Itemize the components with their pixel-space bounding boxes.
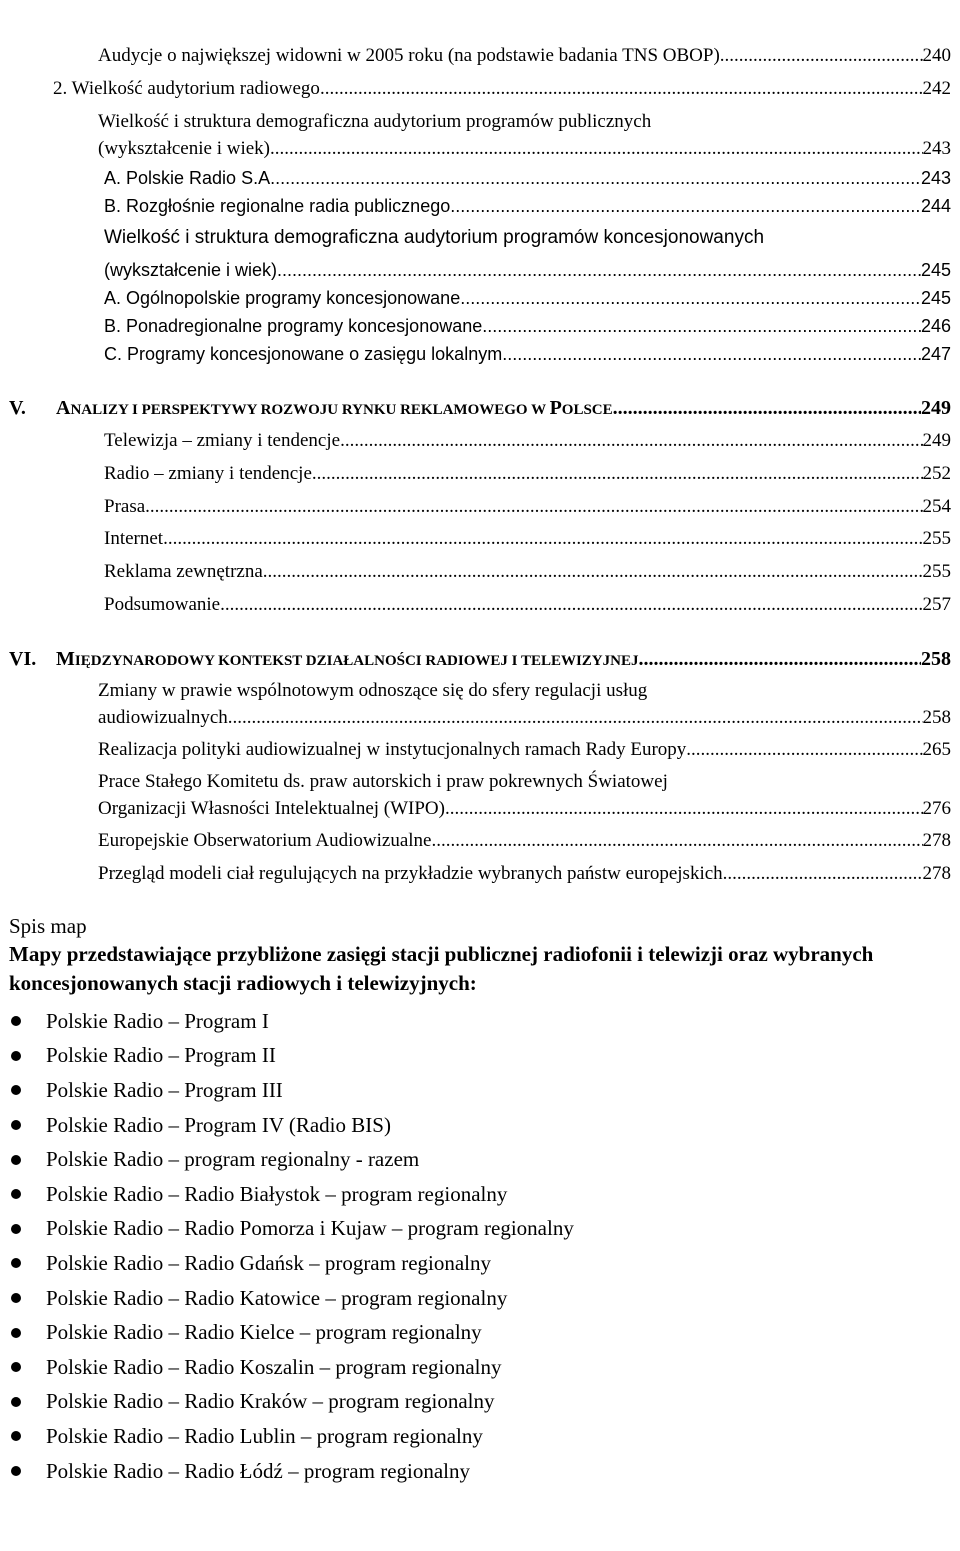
section-heading-vi[interactable]: VI. MIĘDZYNARODOWY KONTEKST DZIAŁALNOŚCI RADIOWEJ I TELEWIZYJNEJ ..... 258: [9, 647, 951, 673]
maps-list: [9, 1004, 574, 1488]
bullet-icon: [11, 1085, 21, 1095]
bullet-icon: [11, 1397, 21, 1407]
toc-entry[interactable]: (wykształcenie i wiek) ..... 245: [104, 259, 951, 281]
list-item[interactable]: Polskie Radio – Radio Koszalin – program regionalny: [9, 1350, 574, 1385]
toc-entry[interactable]: B. Ponadregionalne programy koncesjonowane ..... 246: [104, 315, 951, 337]
toc-entry[interactable]: 2. Wielkość audytorium radiowego ..... 242: [53, 78, 951, 100]
toc-entry[interactable]: audiowizualnych ..... 258: [98, 707, 951, 729]
toc-entry-line1: Wielkość i struktura demograficzna audytorium programów koncesjonowanych: [104, 227, 765, 248]
toc-entry[interactable]: Przegląd modeli ciał regulujących na przykładzie wybranych państw europejskich ..... 278: [98, 863, 951, 885]
toc-entry[interactable]: Telewizja – zmiany i tendencje ..... 249: [104, 430, 951, 452]
toc-entry-line1: Zmiany w prawie wspólnotowym odnoszące się do sfery regulacji usług: [98, 680, 648, 701]
toc-entry[interactable]: Podsumowanie ..... 257: [104, 594, 951, 616]
list-item[interactable]: Polskie Radio – program regionalny - razem: [9, 1142, 574, 1177]
bullet-icon: [11, 1466, 21, 1476]
list-item[interactable]: Polskie Radio – Radio Łódź – program regionalny: [9, 1454, 574, 1489]
list-item[interactable]: Polskie Radio – Radio Katowice – program regionalny: [9, 1281, 574, 1316]
list-item[interactable]: Polskie Radio – Radio Kraków – program regionalny: [9, 1385, 574, 1420]
bullet-icon: [11, 1189, 21, 1199]
list-item[interactable]: Polskie Radio – Program II: [9, 1039, 574, 1074]
bullet-icon: [11, 1362, 21, 1372]
maps-section-subtitle: Mapy przedstawiające przybliżone zasięgi stacji publicznej radiofonii i telewizji oraz wybranych koncesjonowanych stacji radiowych i telewizyjnych:: [9, 942, 874, 995]
section-heading-v[interactable]: V. ANALIZY I PERSPEKTYWY ROZWOJU RYNKU REKLAMOWEGO W POLSCE ..... 249: [9, 396, 951, 422]
bullet-icon: [11, 1155, 21, 1165]
toc-entry[interactable]: Reklama zewnętrzna ..... 255: [104, 561, 951, 583]
list-item[interactable]: Polskie Radio – Radio Kielce – program regionalny: [9, 1315, 574, 1350]
toc-entry[interactable]: A. Ogólnopolskie programy koncesjonowane ..... 245: [104, 287, 951, 309]
list-item[interactable]: Polskie Radio – Program I: [9, 1004, 574, 1039]
toc-entry[interactable]: Audycje o największej widowni w 2005 roku (na podstawie badania TNS OBOP) ..... 240: [98, 45, 951, 67]
bullet-icon: [11, 1431, 21, 1441]
bullet-icon: [11, 1016, 21, 1026]
bullet-icon: [11, 1293, 21, 1303]
toc-entry[interactable]: Europejskie Obserwatorium Audiowizualne ..... 278: [98, 830, 951, 852]
list-item[interactable]: Polskie Radio – Program III: [9, 1073, 574, 1108]
toc-entry[interactable]: Organizacji Własności Intelektualnej (WIPO) ..... 276: [98, 798, 951, 820]
list-item[interactable]: Polskie Radio – Program IV (Radio BIS): [9, 1108, 574, 1143]
list-item[interactable]: Polskie Radio – Radio Pomorza i Kujaw – program regionalny: [9, 1212, 574, 1247]
bullet-icon: [11, 1120, 21, 1130]
list-item[interactable]: Polskie Radio – Radio Gdańsk – program regionalny: [9, 1246, 574, 1281]
list-item[interactable]: Polskie Radio – Radio Białystok – program regionalny: [9, 1177, 574, 1212]
toc-entry[interactable]: (wykształcenie i wiek) ..... 243: [98, 138, 951, 160]
toc-entry[interactable]: A. Polskie Radio S.A. ..... 243: [104, 167, 951, 189]
toc-entry[interactable]: Internet ..... 255: [104, 528, 951, 550]
toc-entry[interactable]: Radio – zmiany i tendencje ..... 252: [104, 463, 951, 485]
maps-section-title: Spis map: [9, 914, 87, 938]
bullet-icon: [11, 1051, 21, 1061]
toc-entry[interactable]: B. Rozgłośnie regionalne radia publicznego ..... 244: [104, 195, 951, 217]
toc-entry[interactable]: Realizacja polityki audiowizualnej w instytucjonalnych ramach Rady Europy ..... 265: [98, 739, 951, 761]
list-item[interactable]: Polskie Radio – Radio Lublin – program regionalny: [9, 1419, 574, 1454]
bullet-icon: [11, 1224, 21, 1234]
toc-entry-line1: Prace Stałego Komitetu ds. praw autorskich i praw pokrewnych Światowej: [98, 771, 668, 792]
toc-entry[interactable]: C. Programy koncesjonowane o zasięgu lokalnym ..... 247: [104, 343, 951, 365]
toc-entry-line1: Wielkość i struktura demograficzna audytorium programów publicznych: [98, 111, 652, 132]
toc-entry[interactable]: Prasa ..... 254: [104, 496, 951, 518]
bullet-icon: [11, 1258, 21, 1268]
bullet-icon: [11, 1328, 21, 1338]
